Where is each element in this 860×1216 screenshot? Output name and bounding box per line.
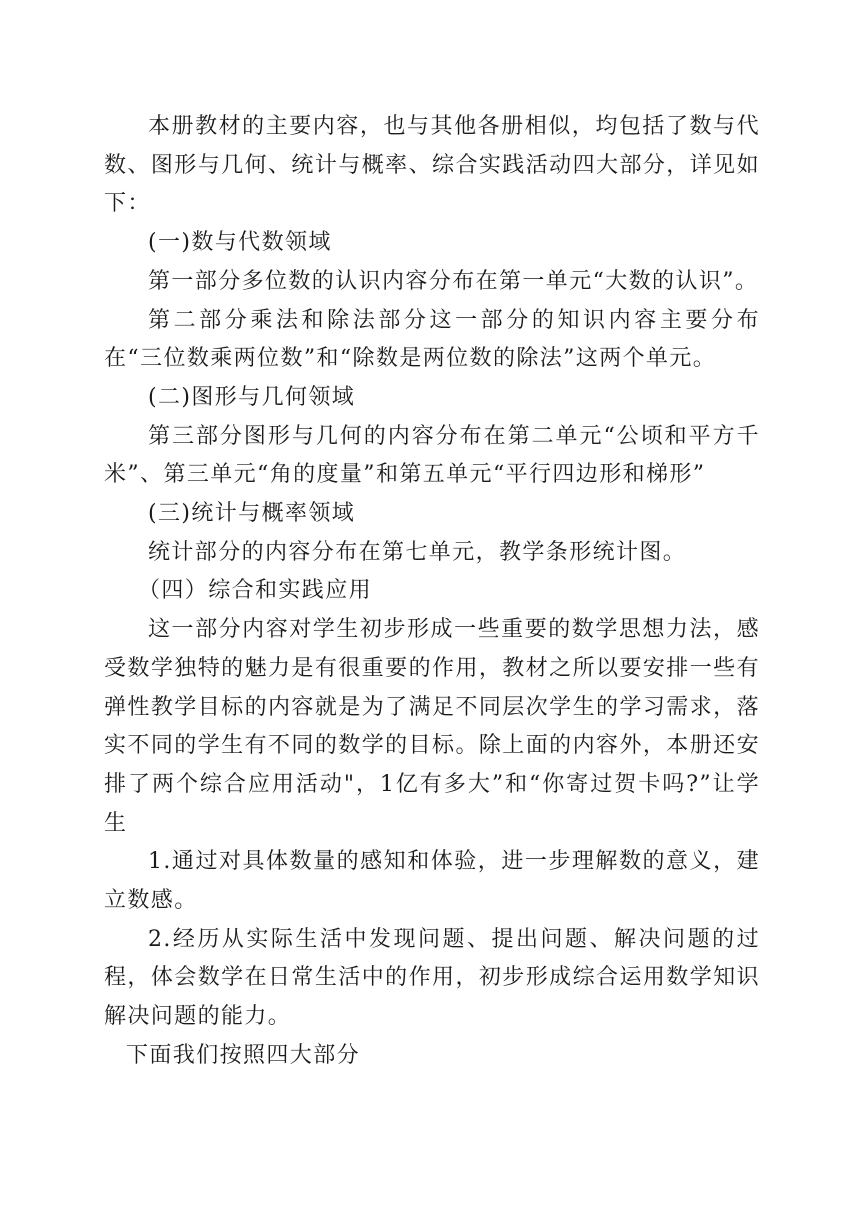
section-heading-number-algebra: (一)数与代数领域 [148, 230, 332, 256]
paragraph-statistics: 统计部分的内容分布在第七单元，教学条形统计图。 [148, 539, 687, 565]
paragraph-part-2: 第二部分乘法和除法部分这一部分的知识内容主要分布在“三位数乘两位数”和“除数是两位数的除法”这两个单元。 [104, 307, 760, 372]
paragraph-closing: 下面我们按照四大部分 [126, 1042, 361, 1068]
section-heading-statistics: (三)统计与概率领域 [148, 501, 356, 527]
numbered-item-1: 1.通过对具体数量的感知和体验，进一步理解数的意义，建立数感。 [104, 849, 760, 914]
document-body [104, 108, 760, 1076]
paragraph-part-3: 第三部分图形与几何的内容分布在第二单元“公顷和平方千米”、第三单元“角的度量”和第五单元“平行四边形和梯形” [104, 423, 760, 488]
section-heading-practice: （四）综合和实践应用 [138, 578, 373, 604]
paragraph-intro: 本册教材的主要内容，也与其他各册相似，均包括了数与代数、图形与几何、统计与概率、综合实践活动四大部分，详见如下： [104, 114, 760, 217]
paragraph-practice: 这一部分内容对学生初步形成一些重要的数学思想力法，感受数学独特的魅力是有很重要的作用，教材之所以要安排一些有弹性教学目标的内容就是为了满足不同层次学生的学习需求，落实不同的学生有不同的数学的目标。除上面的内容外，本册还安排了两个综合应用活动"，1亿有多大”和“你寄过贺卡吗?”让学生 [104, 617, 760, 836]
numbered-item-2: 2.经历从实际生活中发现问题、提出问题、解决问题的过程，体会数学在日常生活中的作用，初步形成综合运用数学知识解决问题的能力。 [104, 926, 760, 1030]
section-heading-geometry: (二)图形与几何领域 [148, 384, 356, 410]
paragraph-part-1: 第一部分多位数的认识内容分布在第一单元“大数的认识”。 [148, 268, 759, 294]
